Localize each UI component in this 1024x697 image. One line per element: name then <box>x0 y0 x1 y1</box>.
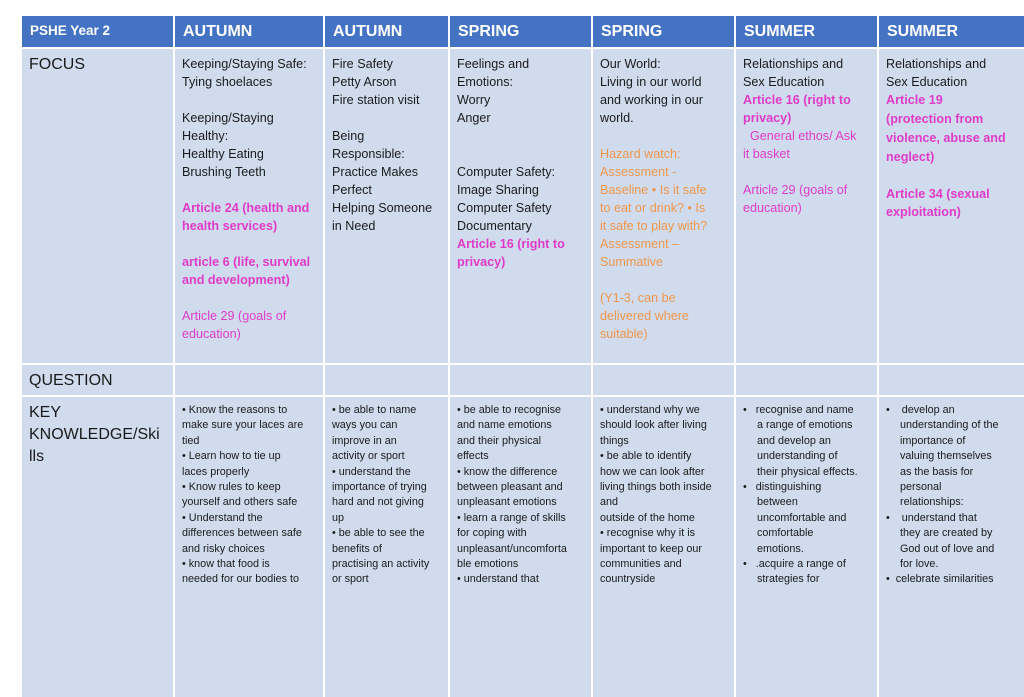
article-29-line: Article 29 (goals of <box>182 309 287 323</box>
assessment-line: Assessment - <box>600 165 677 179</box>
article-29-line: education) <box>182 327 241 341</box>
focus-cell-autumn-1 <box>175 49 323 363</box>
skill-line: ble emotions <box>457 558 519 571</box>
focus-line: Our World: <box>600 57 661 71</box>
spacer <box>182 91 316 109</box>
skill-line: importance of <box>900 434 966 447</box>
skill-line: make sure your laces are <box>182 419 304 432</box>
assessment-line: Baseline • Is it safe <box>600 183 707 197</box>
article-19-line: violence, abuse and <box>886 131 1006 145</box>
skill-line: practising an activity <box>332 558 430 571</box>
focus-line: Image Sharing <box>457 183 539 197</box>
focus-line: Healthy: <box>182 129 229 143</box>
skill-line: hard and not giving <box>332 496 424 509</box>
focus-line: Living in our world <box>600 75 702 89</box>
skill-line: up <box>332 511 345 524</box>
article-34-line: Article 34 (sexual <box>886 187 990 201</box>
skill-line: how we can look after <box>600 465 705 478</box>
question-cell-spring-1 <box>450 365 591 395</box>
assessment-line: it safe to play with? <box>600 219 708 233</box>
ethos-line: it basket <box>743 147 790 161</box>
skill-line: • Know rules to keep <box>182 481 281 494</box>
skill-line: uncomfortable and <box>757 511 847 524</box>
spacer <box>457 127 584 145</box>
skill-line: understanding of the <box>900 419 999 432</box>
skill-line: and <box>600 496 619 509</box>
skill-line: and develop an <box>757 434 831 447</box>
skill-line: • celebrate similarities <box>886 573 994 586</box>
skill-line: and name emotions <box>457 419 552 432</box>
skill-line: • recognise and name <box>743 404 854 416</box>
focus-line: Petty Arson <box>332 75 397 89</box>
skill-line: communities and <box>600 558 682 571</box>
skill-line: unpleasant/uncomforta <box>457 542 567 555</box>
focus-cell-autumn-2 <box>325 49 448 363</box>
skill-line: a range of emotions <box>757 419 853 432</box>
focus-line: Being <box>332 129 365 143</box>
assessment-line: Summative <box>600 255 663 269</box>
skill-line: • Understand the <box>182 511 263 524</box>
skill-line: • understand that <box>457 573 539 586</box>
skill-line: living things both inside <box>600 481 712 494</box>
skill-line: valuing themselves <box>900 450 992 463</box>
article-29-line: education) <box>743 201 802 215</box>
row-label-line: lls <box>29 448 45 465</box>
assessment-line: to eat or drink? • Is <box>600 201 706 215</box>
skill-line: • be able to identify <box>600 450 692 463</box>
article-6-line: article 6 (life, survival <box>182 255 311 269</box>
focus-line: Feelings and <box>457 57 530 71</box>
skill-line: important to keep our <box>600 542 703 555</box>
term-header-autumn-1: AUTUMN <box>175 16 323 47</box>
question-cell-autumn-1 <box>175 365 323 395</box>
article-16-line: Article 16 (right to <box>457 237 565 251</box>
skill-line: effects <box>457 450 489 463</box>
spacer <box>886 167 1017 185</box>
article-16-line: privacy) <box>743 111 792 125</box>
focus-line: Computer Safety: <box>457 165 555 179</box>
skill-line: understanding of <box>757 450 838 463</box>
skill-line: for coping with <box>457 527 527 540</box>
article-19-line: (protection from <box>886 112 984 126</box>
assessment-line: suitable) <box>600 327 648 341</box>
row-label-line: KNOWLEDGE/Ski <box>29 426 160 443</box>
skill-line: • be able to name <box>332 404 417 416</box>
skill-line: should look after living <box>600 419 707 432</box>
spacer <box>743 163 870 181</box>
skill-line: God out of love and <box>900 542 995 555</box>
article-24-line: Article 24 (health and <box>182 201 310 215</box>
skill-line: laces properly <box>182 465 250 478</box>
skill-line: comfortable <box>757 527 814 540</box>
skill-line: • be able to recognise <box>457 404 562 416</box>
skills-cell-spring-1 <box>450 397 591 697</box>
term-header-spring-2: SPRING <box>593 16 734 47</box>
skills-cell-summer-1 <box>736 397 877 697</box>
spacer <box>457 145 584 163</box>
term-header-spring-1: SPRING <box>450 16 591 47</box>
row-label-question: QUESTION <box>22 365 173 395</box>
skill-line: yourself and others safe <box>182 496 298 509</box>
skill-line: activity or sport <box>332 450 405 463</box>
article-34-line: exploitation) <box>886 205 961 219</box>
question-cell-summer-1 <box>736 365 877 395</box>
article-19-line: neglect) <box>886 150 935 164</box>
focus-cell-spring-2 <box>593 49 734 363</box>
article-19-line: Article 19 <box>886 93 943 107</box>
focus-line: Emotions: <box>457 75 513 89</box>
skill-line: • understand why we <box>600 404 700 416</box>
skill-line: differences between safe <box>182 527 302 540</box>
focus-line: and working in our <box>600 93 703 107</box>
skill-line: • Learn how to tie up <box>182 450 281 463</box>
focus-cell-summer-1 <box>736 49 877 363</box>
focus-line: Tying shoelaces <box>182 75 273 89</box>
assessment-line: (Y1-3, can be <box>600 291 676 305</box>
focus-line: Healthy Eating <box>182 147 264 161</box>
focus-line: Helping Someone <box>332 201 433 215</box>
focus-line: Sex Education <box>743 75 825 89</box>
skill-line: relationships: <box>900 496 964 509</box>
skill-line: strategies for <box>757 573 820 586</box>
skill-line: they are created by <box>900 527 993 540</box>
focus-line: world. <box>600 111 634 125</box>
spacer <box>182 181 316 199</box>
skill-line: benefits of <box>332 542 382 555</box>
spacer <box>182 235 316 253</box>
skills-cell-autumn-1 <box>175 397 323 697</box>
article-29-line: Article 29 (goals of <box>743 183 848 197</box>
spacer <box>332 109 441 127</box>
question-cell-spring-2 <box>593 365 734 395</box>
term-header-autumn-2: AUTUMN <box>325 16 448 47</box>
focus-line: Fire station visit <box>332 93 420 107</box>
skill-line: and their physical <box>457 434 542 447</box>
skill-line: • recognise why it is <box>600 527 695 540</box>
focus-line: Keeping/Staying <box>182 111 274 125</box>
focus-line: Perfect <box>332 183 372 197</box>
skill-line: as the basis for <box>900 465 974 478</box>
skill-line: unpleasant emotions <box>457 496 557 509</box>
skill-line: or sport <box>332 573 369 586</box>
skill-line: • know that food is <box>182 558 270 571</box>
skill-line: their physical effects. <box>757 465 858 478</box>
spacer <box>182 289 316 307</box>
spacer <box>600 271 727 289</box>
assessment-line: Assessment – <box>600 237 680 251</box>
focus-line: Anger <box>457 111 491 125</box>
focus-line: Keeping/Staying Safe: <box>182 57 307 71</box>
skill-line: • understand the <box>332 465 411 478</box>
focus-line: Responsible: <box>332 147 405 161</box>
focus-line: Worry <box>457 93 491 107</box>
assessment-line: delivered where <box>600 309 689 323</box>
focus-line: Fire Safety <box>332 57 393 71</box>
skill-line: between <box>757 496 798 509</box>
skill-line: ways you can <box>332 419 398 432</box>
skill-line: between pleasant and <box>457 481 563 494</box>
article-6-line: and development) <box>182 273 290 287</box>
row-label-line: KEY <box>29 404 62 421</box>
focus-cell-summer-2 <box>879 49 1024 363</box>
focus-cell-spring-1 <box>450 49 591 363</box>
spacer <box>600 127 727 145</box>
skill-line: personal <box>900 481 942 494</box>
pshe-table <box>22 16 1014 586</box>
skill-line: • learn a range of skills <box>457 511 566 524</box>
focus-line: Brushing Teeth <box>182 165 266 179</box>
skill-line: • distinguishing <box>743 481 822 494</box>
skill-line: • Know the reasons to <box>182 404 288 416</box>
row-label-key-knowledge-skills <box>22 397 173 697</box>
skill-line: importance of trying <box>332 481 427 494</box>
skills-cell-summer-2 <box>879 397 1024 697</box>
focus-line: Sex Education <box>886 75 968 89</box>
skill-line: tied <box>182 434 200 447</box>
ethos-line: General ethos/ Ask <box>743 129 857 143</box>
article-16-line: privacy) <box>457 255 506 269</box>
skills-cell-spring-2 <box>593 397 734 697</box>
row-label-focus: FOCUS <box>22 49 173 363</box>
article-16-line: Article 16 (right to <box>743 93 851 107</box>
skill-line: emotions. <box>757 542 804 555</box>
table-corner-title: PSHE Year 2 <box>22 16 173 47</box>
skill-line: outside of the home <box>600 511 695 524</box>
term-header-summer-2: SUMMER <box>879 16 1024 47</box>
skill-line: improve in an <box>332 434 397 447</box>
skill-line: • develop an <box>886 404 955 416</box>
article-24-line: health services) <box>182 219 278 233</box>
question-cell-autumn-2 <box>325 365 448 395</box>
focus-line: Relationships and <box>886 57 987 71</box>
focus-line: Documentary <box>457 219 532 233</box>
skill-line: • understand that <box>886 511 977 524</box>
skill-line: • know the difference <box>457 465 558 478</box>
skill-line: • .acquire a range of <box>743 558 846 571</box>
skill-line: countryside <box>600 573 656 586</box>
term-header-summer-1: SUMMER <box>736 16 877 47</box>
assessment-line: Hazard watch: <box>600 147 681 161</box>
skill-line: and risky choices <box>182 542 265 555</box>
skill-line: things <box>600 434 629 447</box>
question-cell-summer-2 <box>879 365 1024 395</box>
skill-line: needed for our bodies to <box>182 573 300 586</box>
focus-line: Computer Safety <box>457 201 552 215</box>
focus-line: Relationships and <box>743 57 844 71</box>
focus-line: Practice Makes <box>332 165 419 179</box>
skill-line: • be able to see the <box>332 527 425 540</box>
skills-cell-autumn-2 <box>325 397 448 697</box>
skill-line: for love. <box>900 558 939 571</box>
focus-line: in Need <box>332 219 376 233</box>
